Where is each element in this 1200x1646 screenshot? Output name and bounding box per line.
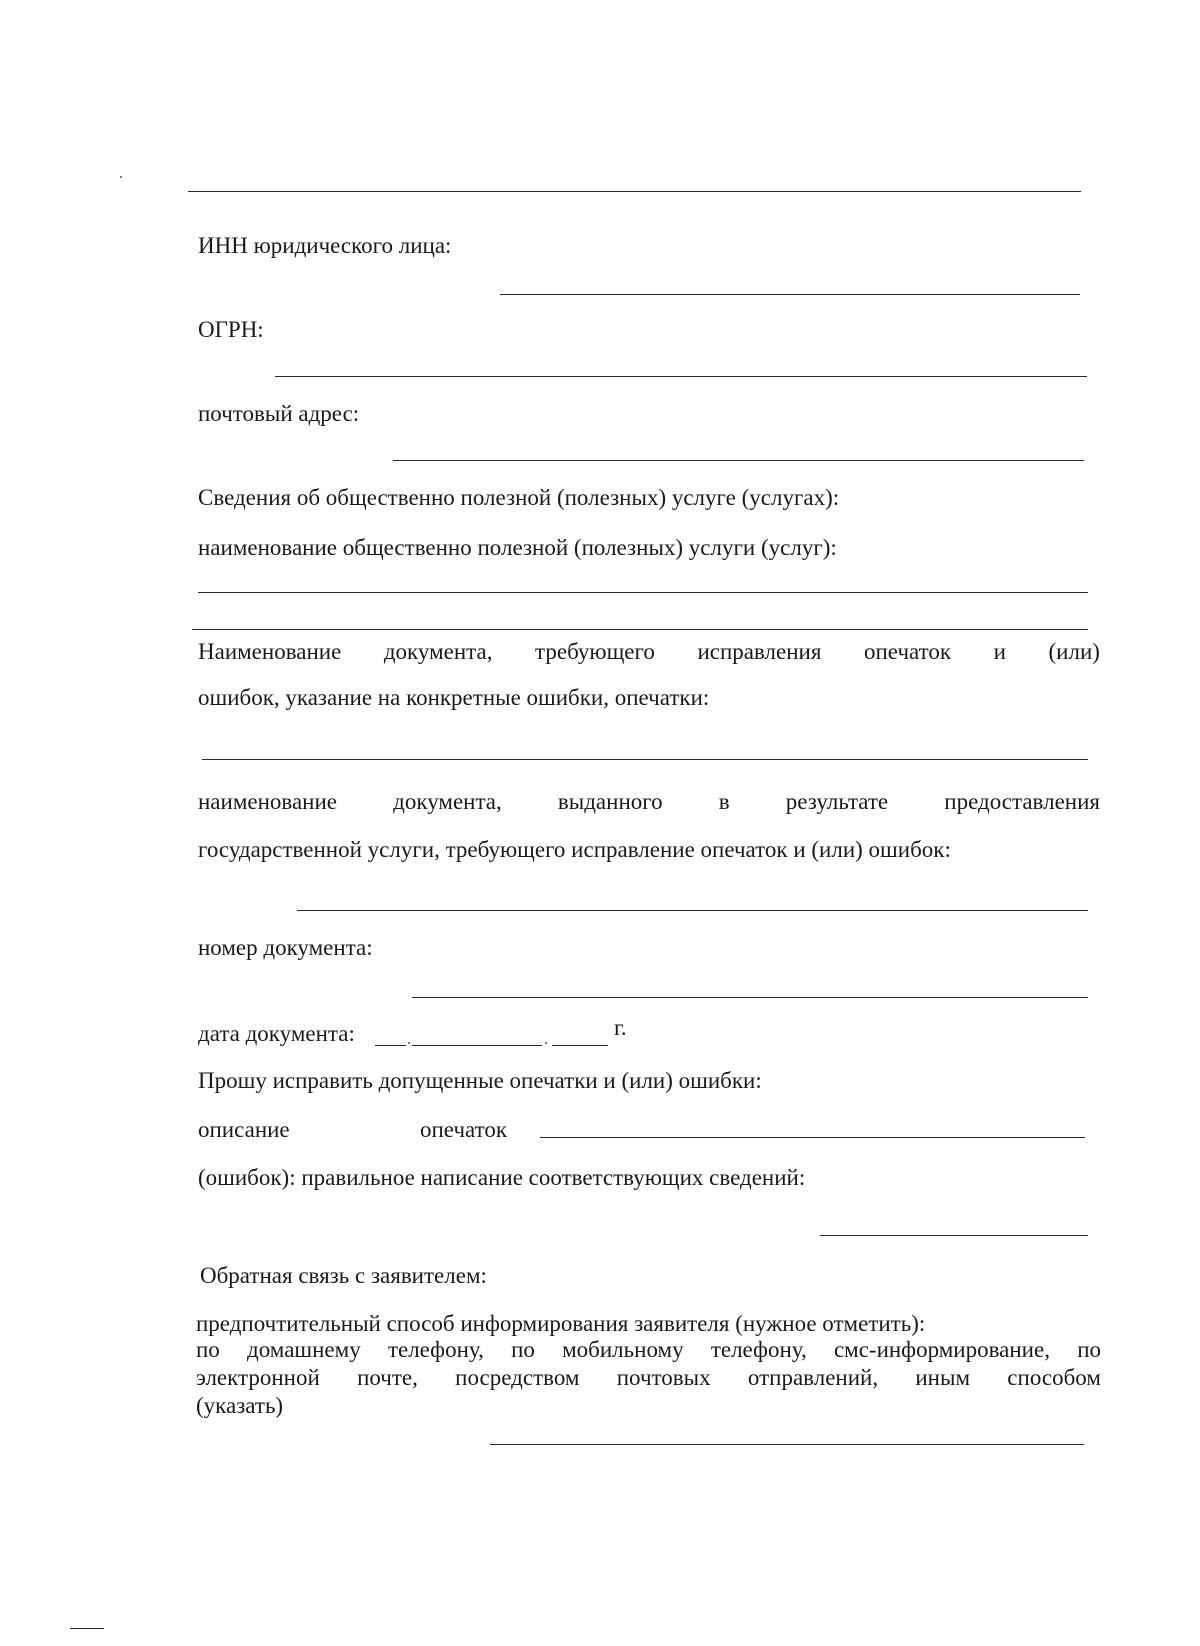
date-year-blank[interactable] [552, 1045, 608, 1046]
options-line-1 [196, 1336, 1101, 1364]
description-word: описание [198, 1117, 290, 1142]
services-heading: Сведения об общественно полезной (полезных) услуге (услугах): [198, 485, 840, 510]
pref-line: предпочтительный способ информирования заявителя (нужное отметить): [196, 1311, 926, 1336]
options-line-2 [196, 1364, 1101, 1392]
postal-address-blank-line[interactable] [393, 460, 1084, 461]
issued-doc-line-2: государственной услуги, требующего исправление опечаток и (или) ошибок: [198, 837, 951, 862]
date-day-blank[interactable] [375, 1045, 406, 1046]
option-word: почтовых [616, 1365, 711, 1390]
issued-doc-line-1 [198, 786, 1100, 817]
doc-errors-word: документа, [383, 639, 493, 664]
doc-errors-line-1 [198, 636, 1100, 667]
doc-date-year-suffix: г. [614, 1015, 627, 1040]
service-name-blank-line-2[interactable] [192, 629, 1088, 630]
option-word: способом [1007, 1365, 1101, 1390]
issued-doc-blank-line[interactable] [297, 910, 1088, 911]
option-word: по [1077, 1337, 1101, 1362]
inn-blank-line[interactable] [500, 294, 1080, 295]
option-word: телефону, [710, 1337, 807, 1362]
option-word: по [511, 1337, 535, 1362]
issued-doc-word: документа, [393, 789, 502, 814]
doc-errors-blank-line[interactable] [202, 759, 1088, 760]
typos-blank-line[interactable] [540, 1137, 1085, 1138]
options-line-3: (указать) [196, 1393, 284, 1418]
issued-doc-word: наименование [198, 789, 337, 814]
inn-label: ИНН юридического лица: [198, 233, 452, 258]
scan-speck [120, 176, 122, 178]
option-word: иным [915, 1365, 970, 1390]
other-method-blank-line[interactable] [490, 1444, 1084, 1445]
service-name-label: наименование общественно полезной (полезных) услуги (услуг): [198, 535, 837, 560]
service-name-blank-line-1[interactable] [198, 592, 1088, 593]
date-month-blank[interactable] [412, 1045, 542, 1046]
option-word: смс-информирование, [833, 1337, 1050, 1362]
option-word: посредством [455, 1365, 580, 1390]
option-word: электронной [196, 1365, 320, 1390]
doc-errors-word: (или) [1048, 639, 1100, 664]
correct-spelling-blank-line[interactable] [820, 1235, 1088, 1236]
feedback-heading: Обратная связь с заявителем: [200, 1263, 487, 1288]
option-word: по [196, 1337, 220, 1362]
doc-number-blank-line[interactable] [412, 997, 1088, 998]
date-separator-dot [545, 1042, 547, 1044]
option-word: мобильному [562, 1337, 684, 1362]
option-word: почте, [357, 1365, 418, 1390]
doc-errors-word: требующего [535, 639, 655, 664]
doc-errors-word: опечаток [864, 639, 952, 664]
ogrn-label: ОГРН: [198, 317, 264, 342]
doc-errors-line-2: ошибок, указание на конкретные ошибки, опечатки: [198, 685, 710, 710]
option-word: домашнему [247, 1337, 361, 1362]
request-line: Прошу исправить допущенные опечатки и (или) ошибки: [198, 1068, 762, 1093]
doc-errors-word: и [993, 639, 1006, 664]
option-word: отправлений, [747, 1365, 879, 1390]
doc-number-label: номер документа: [198, 935, 373, 960]
doc-date-label: дата документа: [198, 1021, 355, 1046]
issued-doc-word: в [718, 789, 730, 814]
typos-word: опечаток [420, 1117, 508, 1142]
errors-correct-line: (ошибок): правильное написание соответствующих сведений: [198, 1165, 806, 1190]
doc-errors-word: исправления [697, 639, 822, 664]
option-word: телефону, [387, 1337, 484, 1362]
top-blank-line[interactable] [188, 191, 1081, 192]
issued-doc-word: предоставления [944, 789, 1100, 814]
issued-doc-word: результате [785, 789, 889, 814]
date-separator-dot [408, 1042, 410, 1044]
doc-errors-word: Наименование [198, 639, 342, 664]
postal-address-label: почтовый адрес: [198, 401, 360, 426]
issued-doc-word: выданного [557, 789, 663, 814]
ogrn-blank-line[interactable] [275, 376, 1087, 377]
scan-edge-mark [70, 1628, 104, 1629]
